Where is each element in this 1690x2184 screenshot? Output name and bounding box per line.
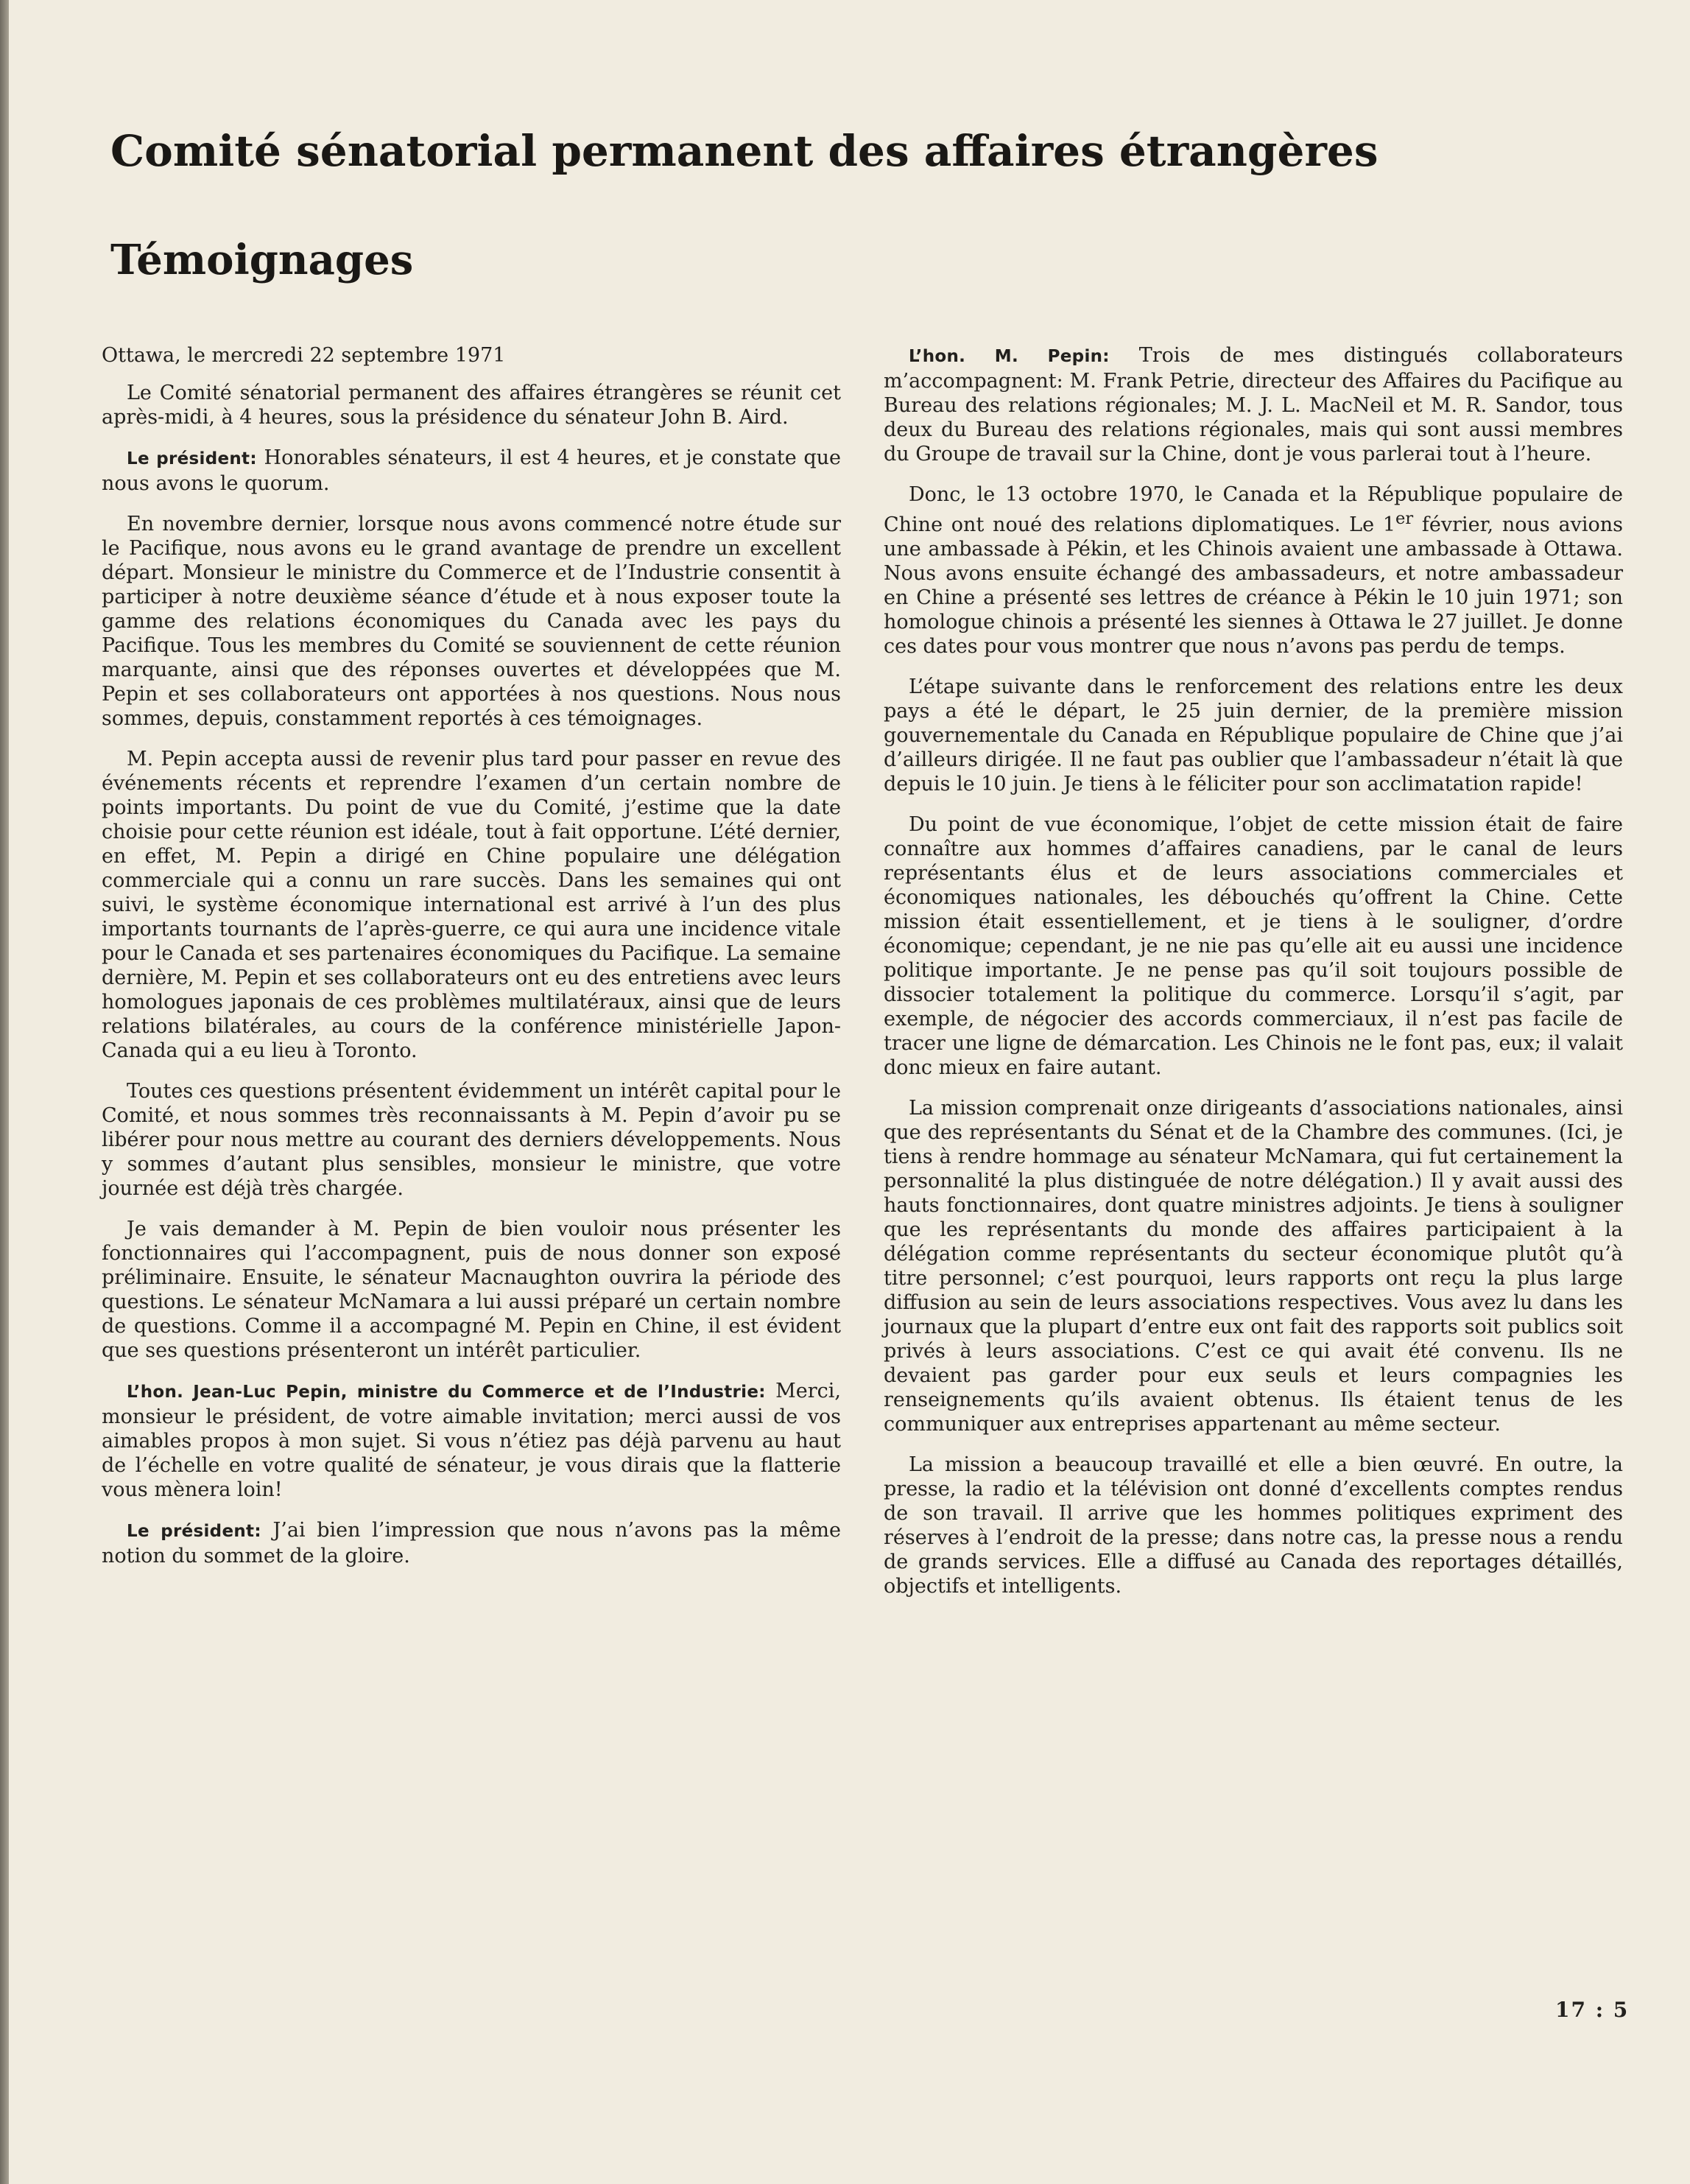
right-column	[884, 343, 1623, 1615]
speech-text: Merci, monsieur le président, de votre aimable invitation; merci aussi de vos aimables propos à mon sujet. Si vous n’étiez pas déjà parvenu au haut de l’échelle en votre qualité de sénateur, je vous dirais que la flatterie vous mènera loin!	[102, 1380, 842, 1501]
paragraph: M. Pepin accepta aussi de revenir plus tard pour passer en revue des événements récents et reprendre l’examen d’un certain nombre de points importants. Du point de vue du Comité, j’estime que la date choisie pour cette réunion est idéale, tout à fait opportune. L’été dernier, en effet, M. Pepin a dirigé en Chine populaire une délégation commerciale qui a connu un rare succès. Dans les semaines qui ont suivi, le système économique international est arrivé à l’un des plus importants tournants de l’après-guerre, ce qui aura une incidence vitale pour le Canada et ses partenaires économiques du Pacifique. La semaine dernière, M. Pepin et ses collaborateurs ont eu des entretiens avec leurs homologues japonais de ces problèmes multilatéraux, ainsi que de leurs relations bilatérales, au cours de la conférence ministérielle Japon-Canada qui a eu lieu à Toronto.	[102, 748, 841, 1062]
speech-text: Honorables sénateurs, il est 4 heures, et je constate que nous avons le quorum.	[102, 446, 841, 495]
paragraph: En novembre dernier, lorsque nous avons commencé notre étude sur le Pacifique, nous avons eu le grand avantage de prendre un excellent départ. Monsieur le ministre du Commerce et de l’Industrie consentit à participer à notre deuxième séance d’étude et à nous exposer toute la gamme des relations économiques du Canada avec les pays du Pacifique. Tous les membres du Comité se souviennent de cette réunion marquante, ainsi que des réponses ouvertes et développées que M. Pepin et ses collaborateurs ont apportées à nos questions. Nous nous sommes, depuis, constamment reportés à ces témoignages.	[102, 513, 841, 730]
paragraph: Du point de vue économique, l’objet de cette mission était de faire connaître aux hommes d’affaires canadiens, par le canal de leurs représentants élus et de leurs associations commerciales et économiques nationales, les débouchés qu’offrent la Chine. Cette mission était essentiellement, et je tiens à le souligner, d’ordre économique; cependant, je ne nie pas qu’elle ait eu aussi une incidence politique importante. Je ne pense pas qu’il soit toujours possible de dissocier totalement la politique du commerce. Lorsqu’il s’agit, par exemple, de négocier des accords commerciaux, il n’est pas facile de tracer une ligne de démarcation. Les Chinois ne le font pas, eux; il valait donc mieux en faire autant.	[884, 813, 1623, 1079]
speaker-name: Le président:	[127, 449, 257, 468]
speech-text: Trois de mes distingués collaborateurs m’accompagnent: M. Frank Petrie, directeur des Affaires du Pacifique au Bureau des relations régionales; M. J. L. MacNeil et M. R. Sandor, tous deux du Bureau des relations régionales, mais qui sont aussi membres du Groupe de travail sur la Chine, dont je vous parlerai tout à l’heure.	[884, 344, 1623, 466]
dateline: Ottawa, le mercredi 22 septembre 1971	[102, 344, 506, 367]
page-number: 17 : 5	[1555, 1998, 1630, 2022]
document-subtitle: Témoignages	[110, 236, 414, 284]
speech-paragraph	[102, 1379, 841, 1502]
paragraph-text: Donc, le 13 octobre 1970, le Canada et la République populaire de Chine ont noué des relations diplomatiques. Le 1	[884, 483, 1623, 536]
document-title: Comité sénatorial permanent des affaires étrangères	[110, 126, 1379, 176]
left-column	[102, 343, 841, 1584]
book-binding-edge	[0, 0, 9, 2184]
document-page	[9, 0, 1690, 2184]
paragraph: L’étape suivante dans le renforcement des relations entre les deux pays a été le départ, le 25 juin dernier, de la première mission gouvernementale du Canada en République populaire de Chine que j’ai d’ailleurs dirigée. Il ne faut pas oublier que l’ambassadeur n’était là que depuis le 10 juin. Je tiens à le féliciter pour son acclimatation rapide!	[884, 675, 1623, 796]
paragraph: Toutes ces questions présentent évidemment un intérêt capital pour le Comité, et nous sommes très reconnaissants à M. Pepin d’avoir pu se libérer pour nous mettre au courant des derniers développements. Nous y sommes d’autant plus sensibles, monsieur le ministre, que votre journée est déjà très chargée.	[102, 1080, 841, 1200]
ordinal-superscript: er	[1395, 509, 1414, 528]
paragraph	[884, 482, 1623, 659]
speech-paragraph	[102, 1518, 841, 1568]
speech-paragraph	[884, 343, 1623, 466]
speech-text: J’ai bien l’impression que nous n’avons pas la même notion du sommet de la gloire.	[102, 1519, 842, 1567]
paragraph-text: février, nous avions une ambassade à Pékin, et les Chinois avaient une ambassade à Ottawa. Nous avons ensuite échangé des ambassadeurs, et notre ambassadeur en Chine a présenté ses lettres de créance à Pékin le 10 juin 1971; son homologue chinois a présenté les siennes à Ottawa le 27 juillet. Je donne ces dates pour vous montrer que nous n’avons pas perdu de temps.	[884, 513, 1623, 658]
speaker-name: L’hon. M. Pepin:	[909, 347, 1110, 366]
speaker-name: Le président:	[127, 1522, 261, 1541]
paragraph: La mission comprenait onze dirigeants d’associations nationales, ainsi que des représentants du Sénat et de la Chambre des communes. (Ici, je tiens à rendre hommage au sénateur McNamara, qui fut certainement la personnalité la plus distinguée de notre délégation.) Il y avait aussi des hauts fonctionnaires, dont quatre ministres adjoints. Je tiens à souligner que les représentants du monde des affaires participaient à la délégation comme représentants du secteur économique plutôt qu’à titre personnel; c’est pourquoi, leurs rapports ont reçu la plus large diffusion au sein de leurs associations respectives. Vous avez lu dans les journaux que la plupart d’entre eux ont fait des rapports soit publics soit privés à leurs associations. C’est ce qui avait été convenu. Ils ne devaient pas garder pour eux seuls et leurs compagnies les renseignements qu’ils avaient obtenus. Ils étaient tenus de les communiquer aux entreprises appartenant au même secteur.	[884, 1097, 1623, 1436]
paragraph: Je vais demander à M. Pepin de bien vouloir nous présenter les fonctionnaires qui l’accompagnent, puis de nous donner son exposé préliminaire. Ensuite, le sénateur Macnaughton ouvrira la période des questions. Le sénateur McNamara a lui aussi préparé un certain nombre de questions. Comme il a accompagné M. Pepin en Chine, il est évident que ses questions présenteront un intérêt particulier.	[102, 1218, 841, 1362]
speaker-name: L’hon. Jean-Luc Pepin, ministre du Commerce et de l’Industrie:	[127, 1383, 766, 1402]
paragraph: Le Comité sénatorial permanent des affaires étrangères se réunit cet après-midi, à 4 heures, sous la présidence du sénateur John B. Aird.	[102, 382, 841, 429]
paragraph: La mission a beaucoup travaillé et elle a bien œuvré. En outre, la presse, la radio et la télévision ont donné d’excellents comptes rendus de son travail. Il arrive que les hommes politiques expriment des réserves à l’endroit de la presse; dans notre cas, la presse nous a rendu de grands services. Elle a diffusé au Canada des reportages détaillés, objectifs et intelligents.	[884, 1453, 1623, 1598]
speech-paragraph	[102, 446, 841, 496]
